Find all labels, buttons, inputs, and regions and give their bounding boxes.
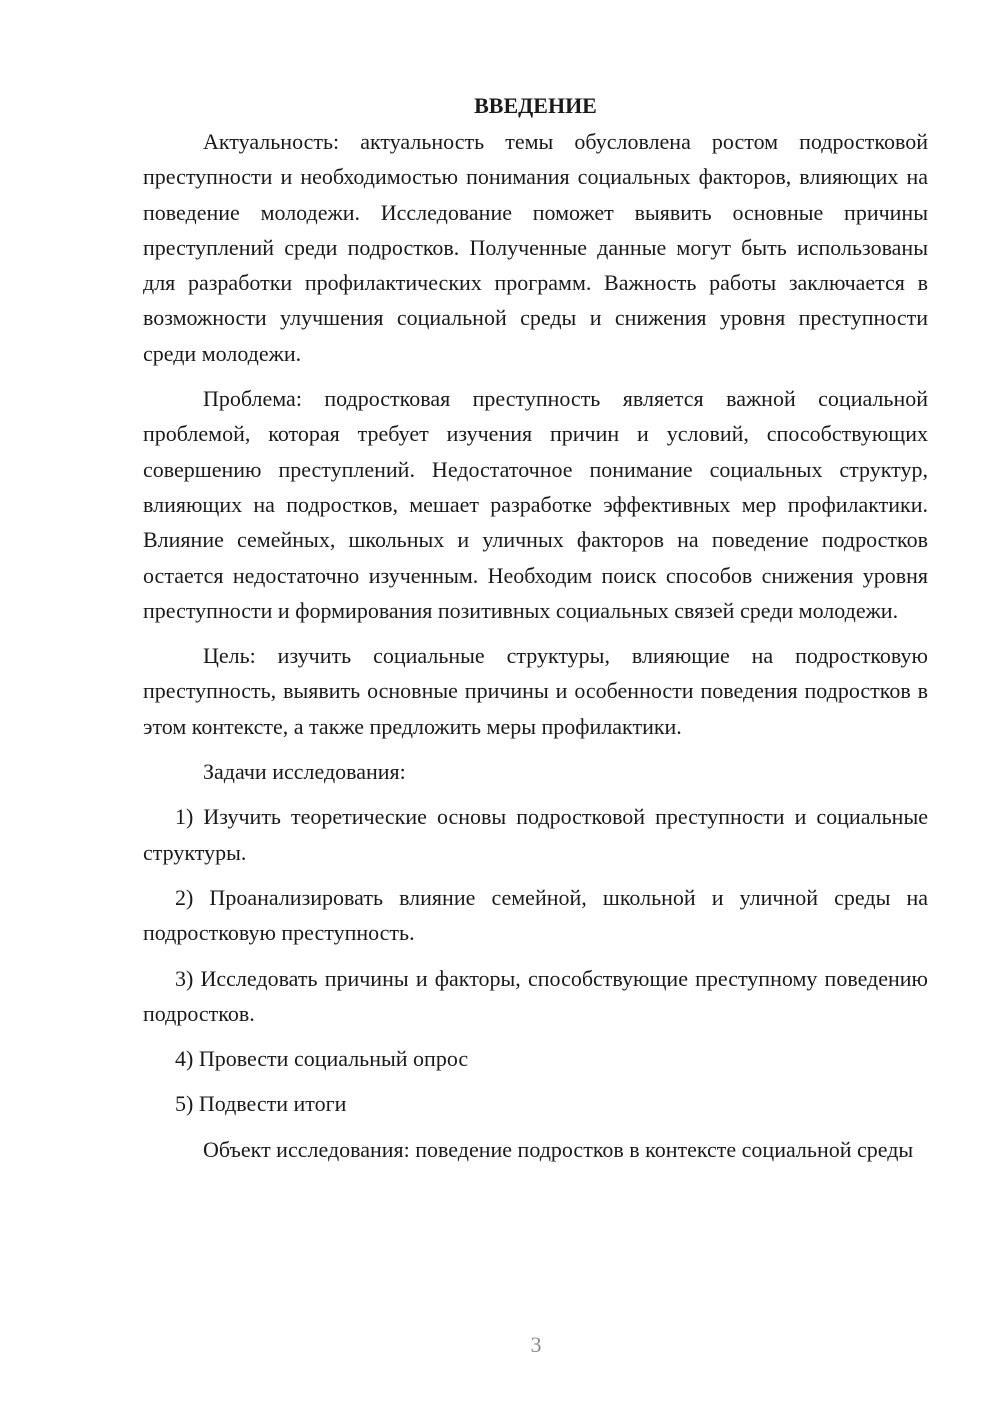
task-item: 3) Исследовать причины и факторы, способствующие преступному поведению подростков. [143,965,928,1026]
goal-paragraph: Цель: изучить социальные структуры, влияющие на подростковую преступность, выявить основные причины и особенности поведения подростков в этом контексте, а также предложить меры профилактики. [143,643,928,739]
document-page [143,88,928,1167]
page-number: 3 [530,1332,542,1357]
relevance-paragraph: Актуальность: актуальность темы обусловлена ростом подростковой преступности и необходимостью понимания социальных факторов, влияющих на поведение молодежи. Исследование поможет выявить основные причины преступлений среди подростков. Полученные данные могут быть использованы для разработки профилактических программ. Важность работы заключается в возможности улучшения социальной среды и снижения уровня преступности среди молодежи. [143,129,928,366]
object-paragraph: Объект исследования: поведение подростков в контексте социальной среды [203,1136,914,1162]
task-item: 2) Проанализировать влияние семейной, школьной и уличной среды на подростковую преступность. [143,884,928,946]
task-item: 4) Провести социальный опрос [175,1046,469,1072]
task-item: 5) Подвести итоги [175,1091,347,1117]
task-item: 1) Изучить теоретические основы подростковой преступности и социальные структуры. [143,804,928,865]
problem-paragraph: Проблема: подростковая преступность является важной социальной проблемой, которая требует изучения причин и условий, способствующих совершению преступлений. Недостаточное понимание социальных структур, влияющих на подростков, мешает разработке эффективных мер профилактики. Влияние семейных, школьных и уличных факторов на поведение подростков остается недостаточно изученным. Необходим поиск способов снижения уровня преступности и формирования позитивных социальных связей среди молодежи. [143,386,928,623]
tasks-heading: Задачи исследования: [203,759,406,785]
page-title: ВВЕДЕНИЕ [474,93,597,118]
